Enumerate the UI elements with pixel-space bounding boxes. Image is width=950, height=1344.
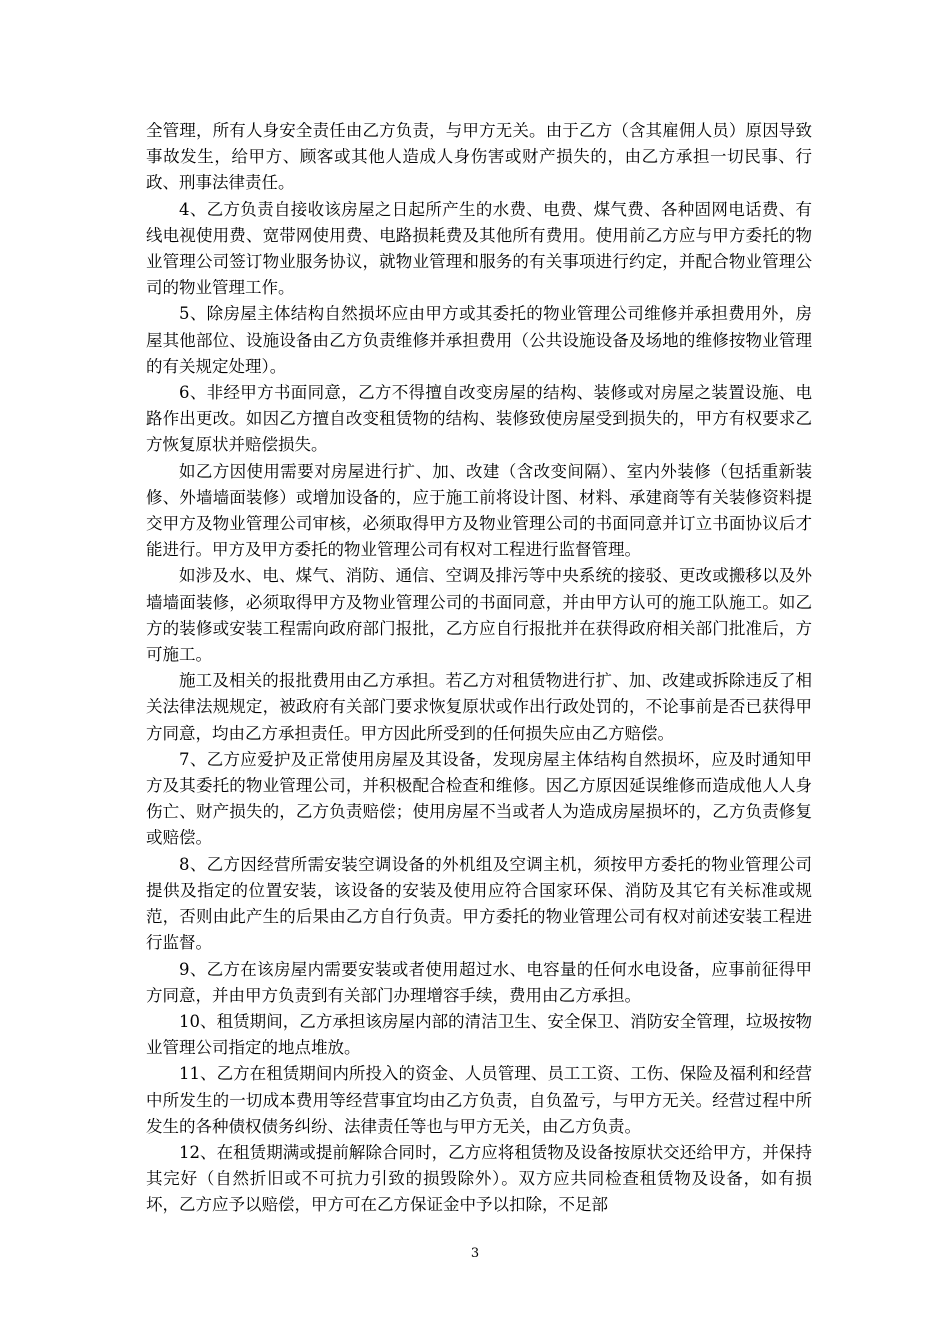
paragraph-clause-9: 9、乙方在该房屋内需要安装或者使用超过水、电容量的任何水电设备，应事前征得甲方同意，并由甲方负责到有关部门办理增容手续，费用由乙方承担。 bbox=[146, 959, 812, 1005]
paragraph-clause-6: 6、非经甲方书面同意，乙方不得擅自改变房屋的结构、装修或对房屋之装置设施、电路作出更改。如因乙方擅自改变租赁物的结构、装修致使房屋受到损失的，甲方有权要求乙方恢复原状并赔偿损失。 bbox=[146, 383, 812, 455]
paragraph-construction-fees: 施工及相关的报批费用由乙方承担。若乙方对租赁物进行扩、加、改建或拆除违反了相关法律法规规定，被政府有关部门要求恢复原状或作出行政处罚的，不论事前是否已获得甲方同意，均由乙方承担责任。甲方因此所受到的任何损失应由乙方赔偿。 bbox=[146, 671, 812, 743]
paragraph-clause-11: 11、乙方在租赁期间内所投入的资金、人员管理、员工工资、工伤、保险及福利和经营中所发生的一切成本费用等经营事宜均由乙方负责，自负盈亏，与甲方无关。经营过程中所发生的各种债权债务纠纷、法律责任等也与甲方无关，由乙方负责。 bbox=[146, 1064, 812, 1136]
paragraph-continued: 全管理，所有人身安全责任由乙方负责，与甲方无关。由于乙方（含其雇佣人员）原因导致事故发生，给甲方、顾客或其他人造成人身伤害或财产损失的，由乙方承担一切民事、行政、刑事法律责任。 bbox=[146, 121, 812, 193]
body-text bbox=[146, 118, 812, 1219]
page-number: 3 bbox=[470, 1246, 480, 1261]
paragraph-clause-8: 8、乙方因经营所需安装空调设备的外机组及空调主机，须按甲方委托的物业管理公司提供及指定的位置安装，该设备的安装及使用应符合国家环保、消防及其它有关标准或规范，否则由此产生的后果由乙方自行负责。甲方委托的物业管理公司有权对前述安装工程进行监督。 bbox=[146, 854, 812, 953]
paragraph-clause-7: 7、乙方应爱护及正常使用房屋及其设备，发现房屋主体结构自然损坏，应及时通知甲方及其委托的物业管理公司，并积极配合检查和维修。因乙方原因延误维修而造成他人人身伤亡、财产损失的，乙方负责赔偿；使用房屋不当或者人为造成房屋损坏的，乙方负责修复或赔偿。 bbox=[146, 749, 812, 848]
paragraph-clause-10: 10、租赁期间，乙方承担该房屋内部的清洁卫生、安全保卫、消防安全管理，垃圾按物业管理公司指定的地点堆放。 bbox=[146, 1011, 812, 1058]
paragraph-renovation: 如乙方因使用需要对房屋进行扩、加、改建（含改变间隔）、室内外装修（包括重新装修、外墙墙面装修）或增加设备的，应于施工前将设计图、材料、承建商等有关装修资料提交甲方及物业管理公司审核，必须取得甲方及物业管理公司的书面同意并订立书面协议后才能进行。甲方及甲方委托的物业管理公司有权对工程进行监督管理。 bbox=[146, 461, 812, 560]
paragraph-clause-12: 12、在租赁期满或提前解除合同时，乙方应将租赁物及设备按原状交还给甲方，并保持其完好（自然折旧或不可抗力引致的损毁除外）。双方应共同检查租赁物及设备，如有损坏，乙方应予以赔偿，甲方可在乙方保证金中予以扣除，不足部 bbox=[146, 1142, 812, 1215]
paragraph-clause-4: 4、乙方负责自接收该房屋之日起所产生的水费、电费、煤气费、各种固网电话费、有线电视使用费、宽带网使用费、电路损耗费及其他所有费用。使用前乙方应与甲方委托的物业管理公司签订物业服务协议，就物业管理和服务的有关事项进行约定，并配合物业管理公司的物业管理工作。 bbox=[146, 199, 812, 298]
paragraph-clause-5: 5、除房屋主体结构自然损坏应由甲方或其委托的物业管理公司维修并承担费用外，房屋其他部位、设施设备由乙方负责维修并承担费用（公共设施设备及场地的维修按物业管理的有关规定处理）。 bbox=[146, 304, 812, 376]
paragraph-central-systems: 如涉及水、电、煤气、消防、通信、空调及排污等中央系统的接驳、更改或搬移以及外墙墙面装修，必须取得甲方及物业管理公司的书面同意，并由甲方认可的施工队施工。如乙方的装修或安装工程需向政府部门报批，乙方应自行报批并在获得政府相关部门批准后，方可施工。 bbox=[146, 566, 812, 665]
